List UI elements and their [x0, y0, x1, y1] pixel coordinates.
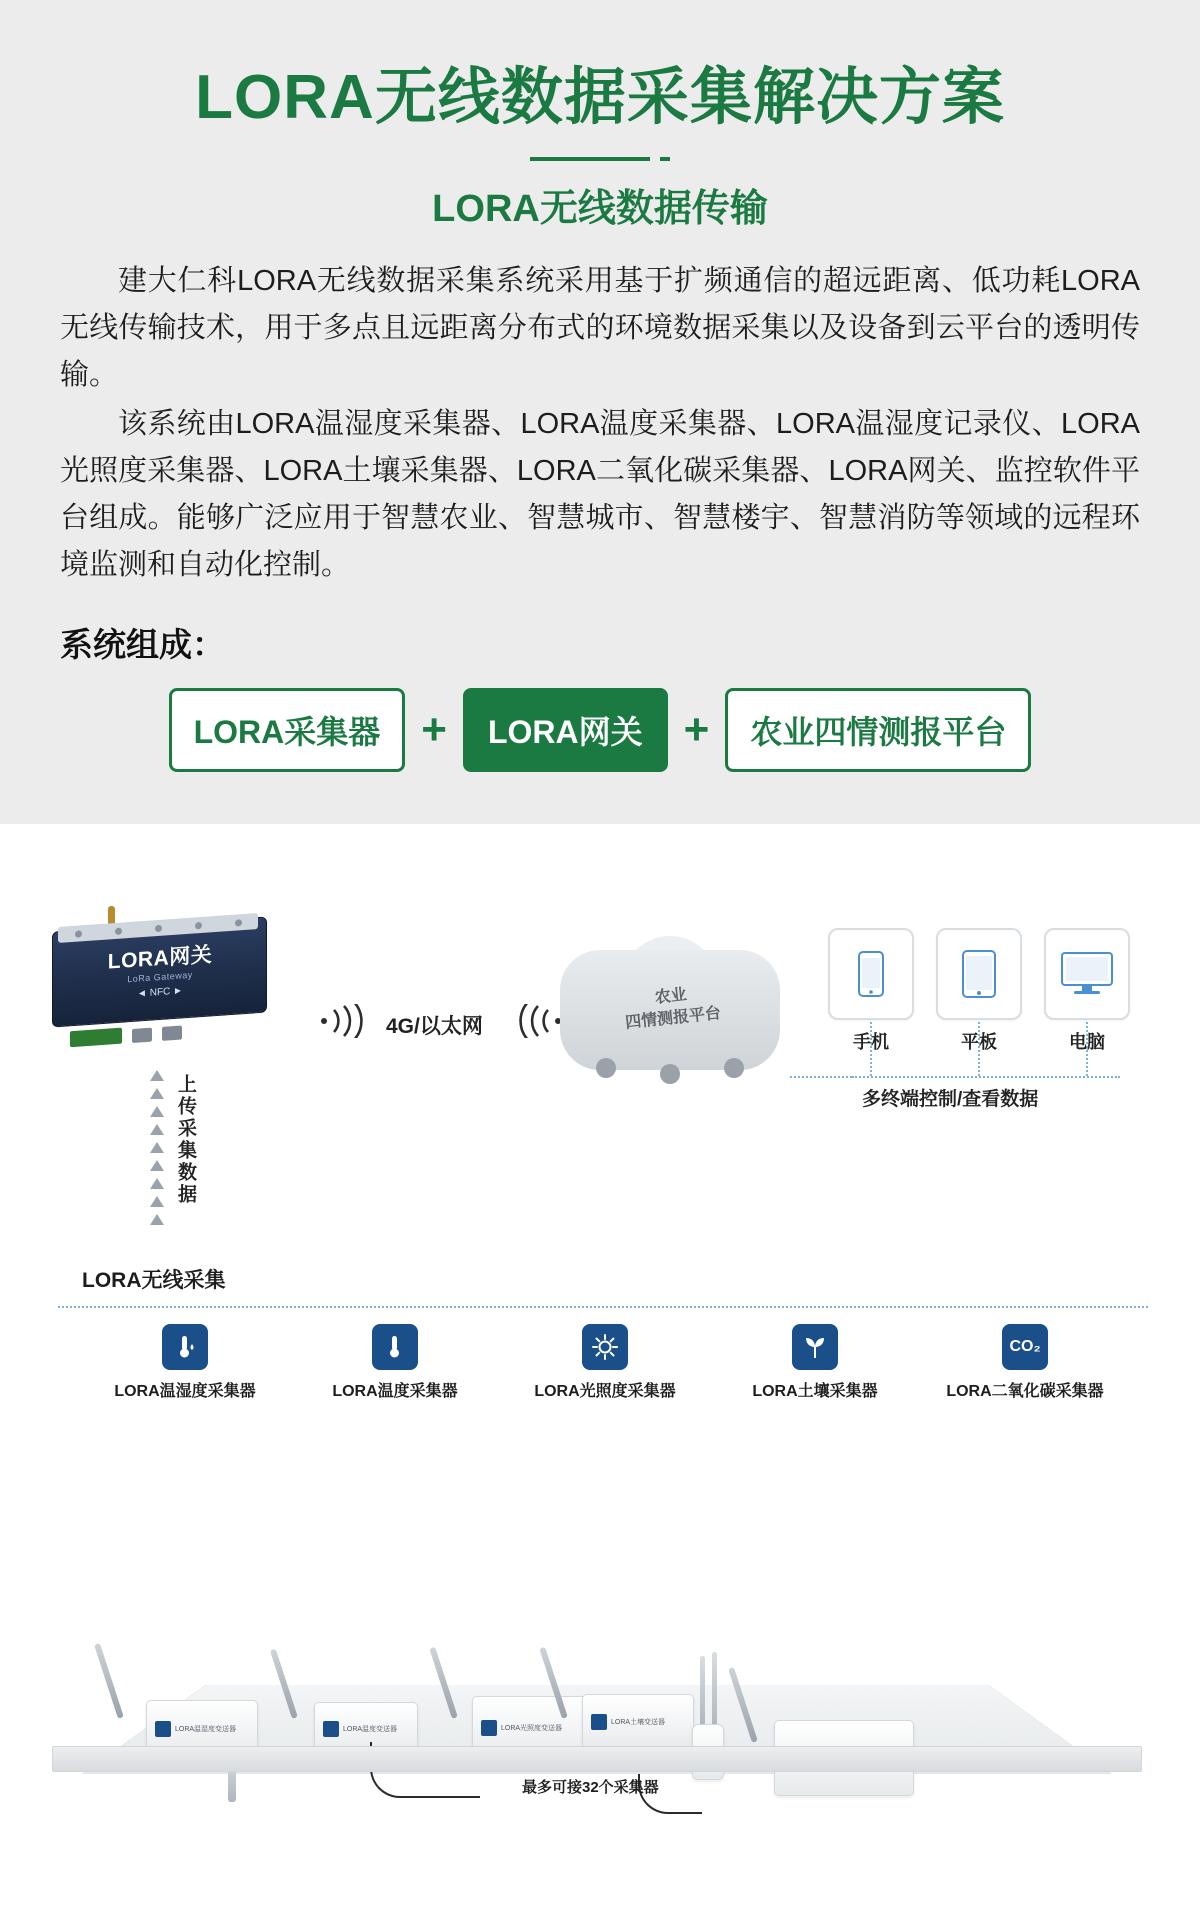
- leaf-icon: [792, 1324, 838, 1370]
- cloud-foot-3: [724, 1058, 744, 1078]
- hw-logo-2: [323, 1721, 339, 1737]
- upload-arrow-3: [150, 1106, 164, 1117]
- hw-label-3: LORA光照度变送器: [501, 1725, 563, 1733]
- terminal-desktop-label: 电脑: [1069, 1032, 1105, 1053]
- upload-arrow-7: [150, 1178, 164, 1189]
- cloud-label-line2: 四情测报平台: [624, 1004, 722, 1032]
- terminal-phone: [828, 928, 914, 1054]
- hw-soil-probe-2: [712, 1652, 717, 1728]
- gateway-name: LORA网关: [107, 943, 213, 974]
- sensor-label-soil: LORA土壤采集器: [752, 1383, 878, 1401]
- upload-arrow-8: [150, 1196, 164, 1207]
- sensor-label-temperature: LORA温度采集器: [332, 1383, 458, 1401]
- upload-arrow-1: [150, 1070, 164, 1081]
- page-subtitle: LORA无线数据传输: [432, 188, 768, 231]
- divider-dot: [660, 157, 670, 161]
- gateway-led-1: [75, 930, 82, 937]
- network-label: 4G/以太网: [386, 1015, 483, 1039]
- upload-data-label: 上传采集数据: [175, 1074, 196, 1207]
- desktop-icon: [1044, 928, 1130, 1020]
- sensor-label-light: LORA光照度采集器: [534, 1383, 676, 1401]
- hw-logo-1: [155, 1721, 171, 1737]
- plus-icon-2: +: [683, 705, 710, 755]
- sensor-list: [90, 1324, 1120, 1401]
- hw-soil-probe-1: [700, 1656, 705, 1728]
- hw-logo-4: [591, 1714, 607, 1730]
- composition-item-collector: LORA采集器: [169, 688, 406, 772]
- upload-arrow-4: [150, 1124, 164, 1135]
- upload-arrow-2: [150, 1088, 164, 1099]
- max-collector-note: 最多可接32个采集器: [522, 1779, 659, 1797]
- phone-icon: [828, 928, 914, 1020]
- page-title: LORA无线数据采集解决方案: [195, 63, 1005, 132]
- composition-row: [60, 688, 1140, 772]
- tablet-icon: [936, 928, 1022, 1020]
- gateway-port-2: [162, 1026, 182, 1041]
- connector-terminal-bus: [852, 1076, 1120, 1078]
- cloud-label-line1: 农业: [654, 986, 688, 1007]
- gateway-faceplate: [60, 929, 260, 1015]
- gateway-led-4: [195, 922, 202, 929]
- cloud-foot-2: [660, 1064, 680, 1084]
- wireless-signal-right-icon: [508, 1004, 564, 1038]
- horizontal-divider-dotted: [58, 1306, 1148, 1308]
- title-divider: [60, 157, 1140, 161]
- gateway-subname: LoRa Gateway: [127, 969, 193, 985]
- sensor-item-temperature: [300, 1324, 490, 1401]
- terminal-tablet: [936, 928, 1022, 1054]
- composition-heading: 系统组成：: [60, 626, 225, 664]
- wireless-signal-left-icon: [318, 1004, 374, 1038]
- gateway-led-3: [155, 924, 162, 931]
- thermometer-icon: [372, 1324, 418, 1370]
- sensor-item-co2: [930, 1324, 1120, 1401]
- sensor-label-temp-humidity: LORA温湿度采集器: [114, 1383, 256, 1401]
- gateway-device: [52, 906, 282, 1041]
- hw-antenna-1: [94, 1643, 124, 1719]
- terminal-phone-label: 手机: [853, 1032, 889, 1053]
- composition-item-gateway: LORA网关: [463, 688, 668, 772]
- hw-label-1: LORA温湿度变送器: [175, 1726, 237, 1734]
- divider-line-left: [530, 157, 650, 161]
- gateway-led-2: [115, 927, 122, 934]
- sensor-item-soil: [720, 1324, 910, 1401]
- intro-paragraph-1: 建大仁科LORA无线数据采集系统采用基于扩频通信的超远距离、低功耗LORA无线传输技术，用于多点且远距离分布式的环境数据采集以及设备到云平台的透明传输。: [60, 265, 1140, 392]
- hw-label-4: LORA土壤变送器: [611, 1719, 666, 1727]
- intro-paragraph-2: 该系统由LORA温湿度采集器、LORA温度采集器、LORA温湿度记录仪、LORA光照度采集器、LORA土壤采集器、LORA二氧化碳采集器、LORA网关、监控软件平台组成。能够广泛应用于智慧农业、智慧城市、智慧楼宇、智慧消防等领域的远程环境监测和自动化控制。: [60, 408, 1140, 582]
- sensor-label-co2: LORA二氧化碳采集器: [946, 1383, 1104, 1401]
- co2-icon-text: CO₂: [1009, 1338, 1041, 1356]
- co2-icon: [1002, 1324, 1048, 1370]
- cloud-platform: [560, 932, 790, 1107]
- cloud-foot-1: [596, 1058, 616, 1078]
- plus-icon-1: +: [421, 705, 447, 755]
- gateway-led-5: [235, 919, 242, 926]
- gateway-terminal-block: [70, 1028, 122, 1048]
- system-diagram: [0, 824, 1200, 1874]
- platform-base-slab: [52, 1746, 1142, 1772]
- thermo-humidity-icon: [162, 1324, 208, 1370]
- hw-logo-3: [481, 1720, 497, 1736]
- connector-cloud-to-terminals: [790, 1076, 852, 1078]
- terminal-caption: 多终端控制/查看数据: [862, 1089, 1039, 1111]
- upload-arrow-9: [150, 1214, 164, 1225]
- lora-wireless-collect-label: LORA无线采集: [82, 1269, 226, 1293]
- intro-section: [0, 0, 1200, 824]
- hw-device-soil: [582, 1694, 694, 1750]
- composition-item-platform: 农业四情测报平台: [725, 688, 1031, 772]
- upload-arrow-stack: [150, 1070, 164, 1225]
- gateway-nfc-label: ◄ NFC ►: [137, 985, 183, 1000]
- terminal-tablet-label: 平板: [961, 1032, 997, 1053]
- gateway-port-1: [132, 1028, 152, 1043]
- upload-arrow-5: [150, 1142, 164, 1153]
- device-platform: [52, 1524, 1142, 1824]
- upload-arrow-6: [150, 1160, 164, 1171]
- hw-label-2: LORA温度变送器: [343, 1726, 398, 1734]
- terminal-devices: [828, 928, 1130, 1054]
- sensor-item-temp-humidity: [90, 1324, 280, 1401]
- sensor-item-light: [510, 1324, 700, 1401]
- sun-icon: [582, 1324, 628, 1370]
- terminal-desktop: [1044, 928, 1130, 1054]
